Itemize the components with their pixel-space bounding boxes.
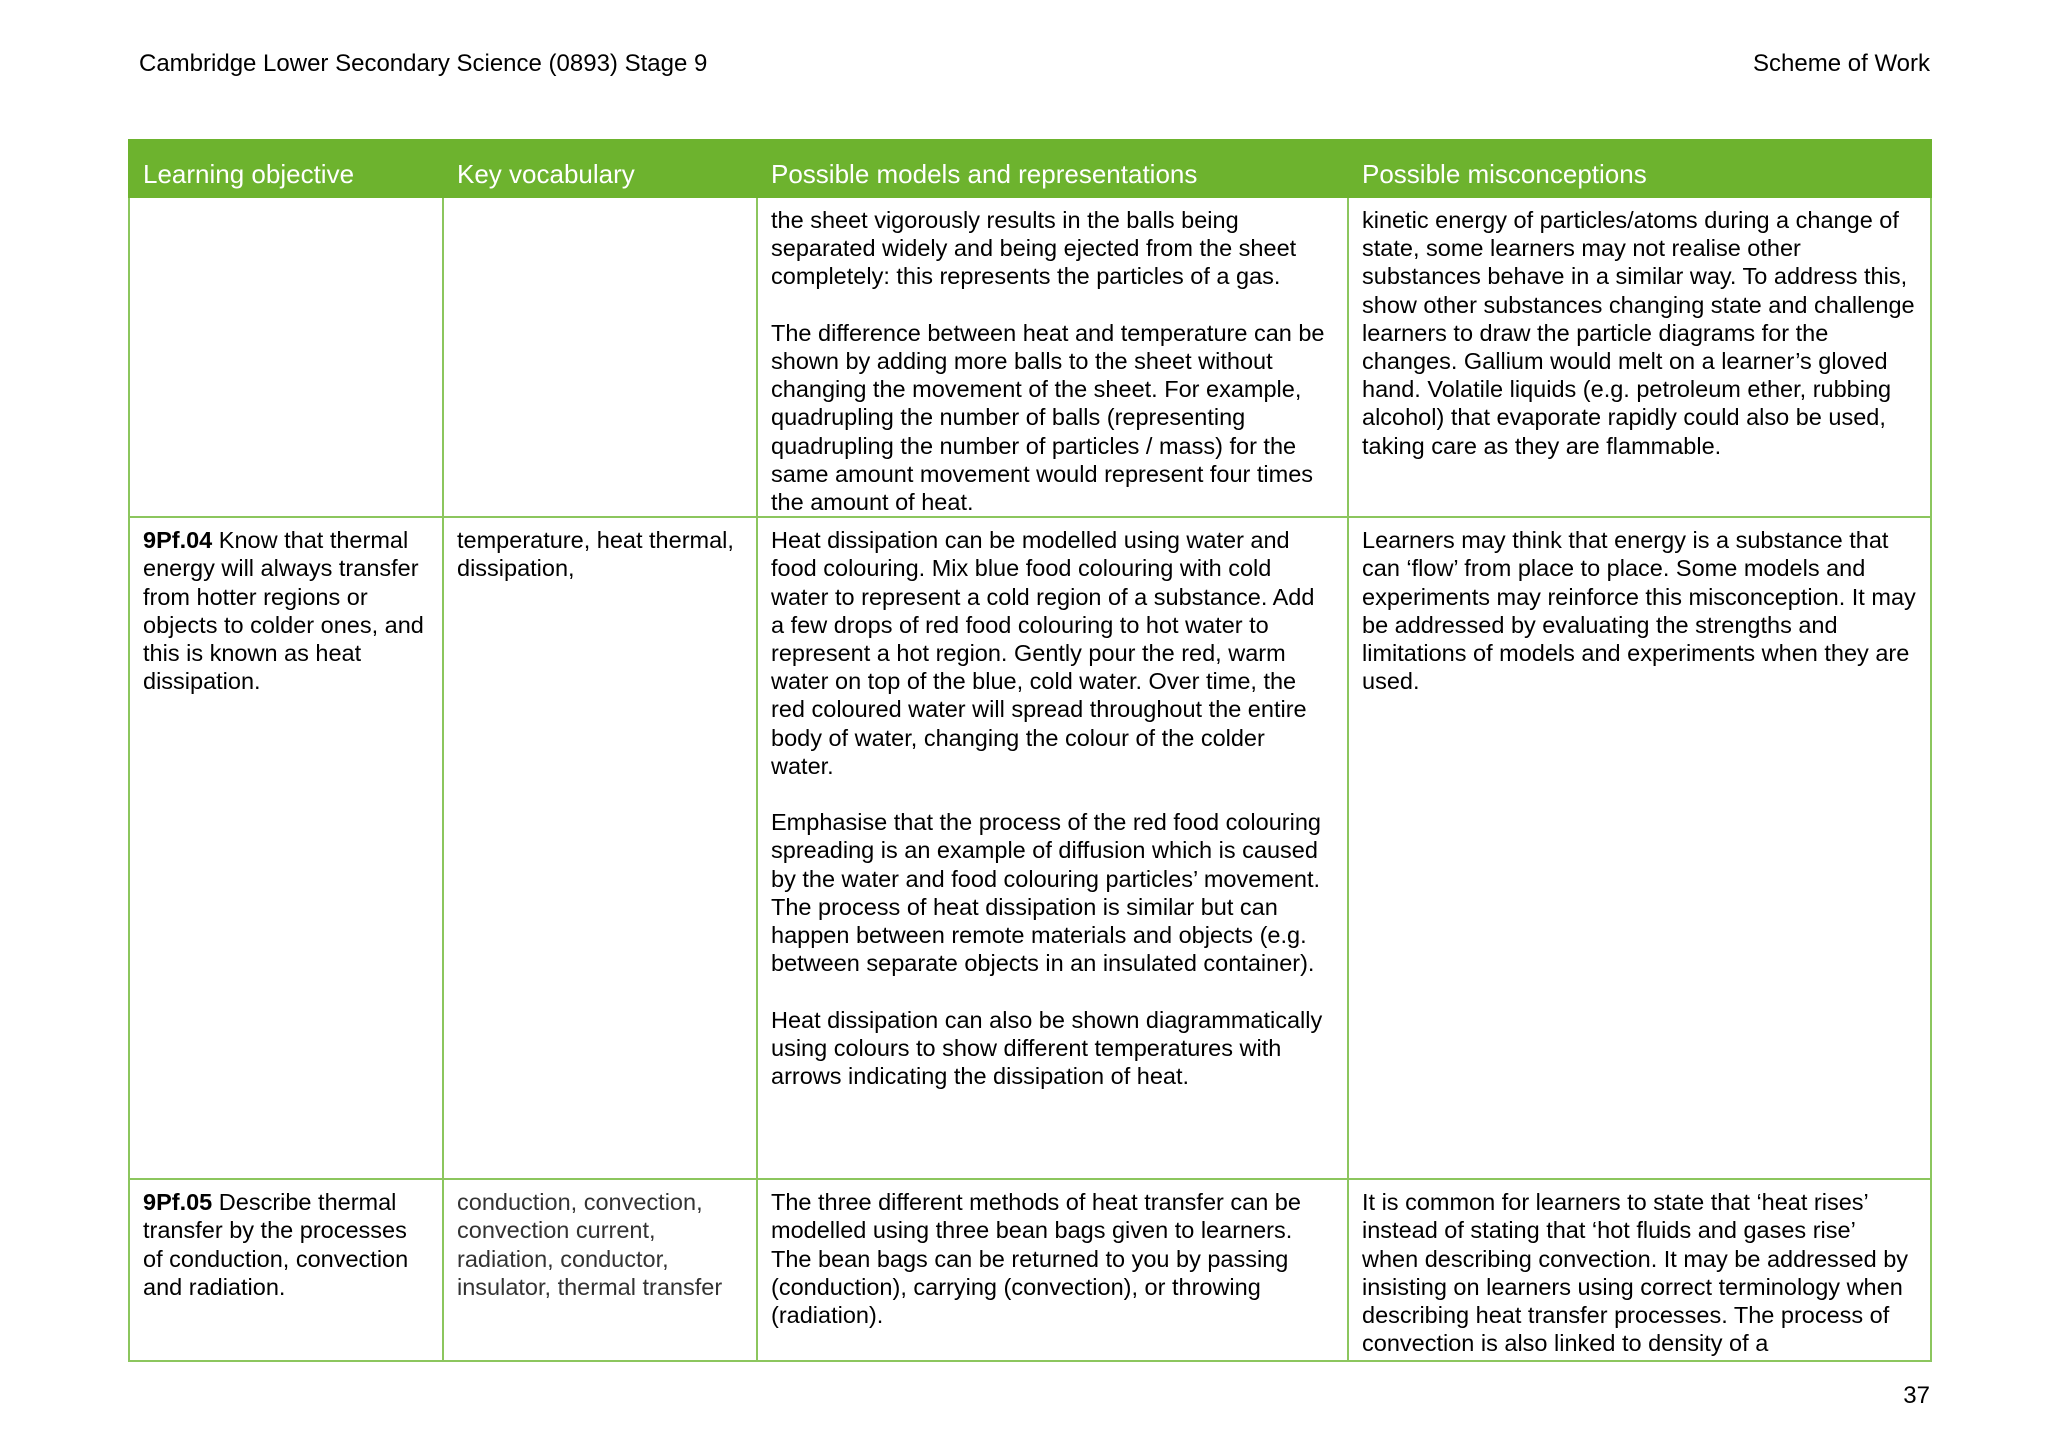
- column-header-misconceptions: Possible misconceptions: [1348, 140, 1931, 197]
- misconceptions-cell: [1348, 197, 1931, 517]
- misconceptions-cell: [1348, 517, 1931, 1179]
- models-cell: [757, 197, 1348, 517]
- column-header-key-vocabulary: Key vocabulary: [443, 140, 757, 197]
- models-paragraph: The difference between heat and temperature can be shown by adding more balls to the sheet without changing the movement of the sheet. For example, quadrupling the number of balls (representing quadrupling the number of particles / mass) for the same amount movement would represent four times the amount of heat.: [771, 319, 1325, 516]
- document-header-subtitle: Scheme of Work: [1753, 50, 1930, 77]
- key-vocabulary-cell: [443, 1179, 757, 1361]
- models-cell: [757, 1179, 1348, 1361]
- objective-code: 9Pf.05: [143, 1189, 213, 1216]
- key-vocabulary-cell: [443, 197, 757, 517]
- vocabulary-text: conduction, convection, convection current, radiation, conductor, insulator, thermal transfer: [457, 1189, 723, 1300]
- column-header-learning-objective: Learning objective: [129, 140, 443, 197]
- key-vocabulary-cell: [443, 517, 757, 1179]
- models-paragraph: Emphasise that the process of the red food colouring spreading is an example of diffusion which is caused by the water and food colouring particles’ movement. The process of heat dissipation is similar but can happen between remote materials and objects (e.g. between separate objects in an insulated container).: [771, 809, 1321, 977]
- table-row: [129, 1179, 1931, 1361]
- page-number: 37: [1903, 1382, 1930, 1409]
- objective-text: Know that thermal energy will always transfer from hotter regions or objects to colder ones, and this is known as heat dissipation.: [143, 527, 424, 695]
- column-header-models: Possible models and representations: [757, 140, 1348, 197]
- table-header-row: [129, 140, 1931, 197]
- misconceptions-paragraph: kinetic energy of particles/atoms during a change of state, some learners may not realise other substances behave in a similar way. To address this, show other substances changing state and challenge learners to draw the particle diagrams for the changes. Gallium would melt on a learner’s gloved hand. Volatile liquids (e.g. petroleum ether, rubbing alcohol) that evaporate rapidly could also be used, taking care as they are flammable.: [1362, 207, 1915, 459]
- table-row: [129, 517, 1931, 1179]
- learning-objective-cell: [129, 197, 443, 517]
- learning-objective-cell: [129, 1179, 443, 1361]
- misconceptions-cell: [1348, 1179, 1931, 1361]
- models-paragraph: Heat dissipation can be modelled using water and food colouring. Mix blue food colouring with cold water to represent a cold region of a substance. Add a few drops of red food colouring to hot water to represent a hot region. Gently pour the red, warm water on top of the blue, cold water. Over time, the red coloured water will spread throughout the entire body of water, changing the colour of the colder water.: [771, 527, 1315, 779]
- table-row: [129, 197, 1931, 517]
- models-paragraph: the sheet vigorously results in the balls being separated widely and being ejected from the sheet completely: this represents the particles of a gas.: [771, 207, 1297, 290]
- vocabulary-text: temperature, heat thermal, dissipation,: [457, 527, 734, 582]
- objective-code: 9Pf.04: [143, 527, 213, 554]
- models-cell: [757, 517, 1348, 1179]
- scheme-of-work-table: [128, 139, 1932, 1362]
- misconceptions-paragraph: Learners may think that energy is a substance that can ‘flow’ from place to place. Some models and experiments may reinforce this misconception. It may be addressed by evaluating the strengths and limitations of models and experiments when they are used.: [1362, 527, 1916, 695]
- misconceptions-paragraph: It is common for learners to state that ‘heat rises’ instead of stating that ‘hot fluids and gases rise’ when describing convection. It may be addressed by insisting on learners using correct terminology when describing heat transfer processes. The process of convection is also linked to density of a: [1362, 1189, 1909, 1357]
- learning-objective-cell: [129, 517, 443, 1179]
- document-header-title: Cambridge Lower Secondary Science (0893) Stage 9: [139, 50, 708, 77]
- models-paragraph: The three different methods of heat transfer can be modelled using three bean bags given to learners. The bean bags can be returned to you by passing (conduction), carrying (convection), or throwing (radiation).: [771, 1189, 1301, 1329]
- models-paragraph: Heat dissipation can also be shown diagrammatically using colours to show different temperatures with arrows indicating the dissipation of heat.: [771, 1006, 1323, 1090]
- objective-text: Describe thermal transfer by the processes of conduction, convection and radiation.: [143, 1189, 409, 1300]
